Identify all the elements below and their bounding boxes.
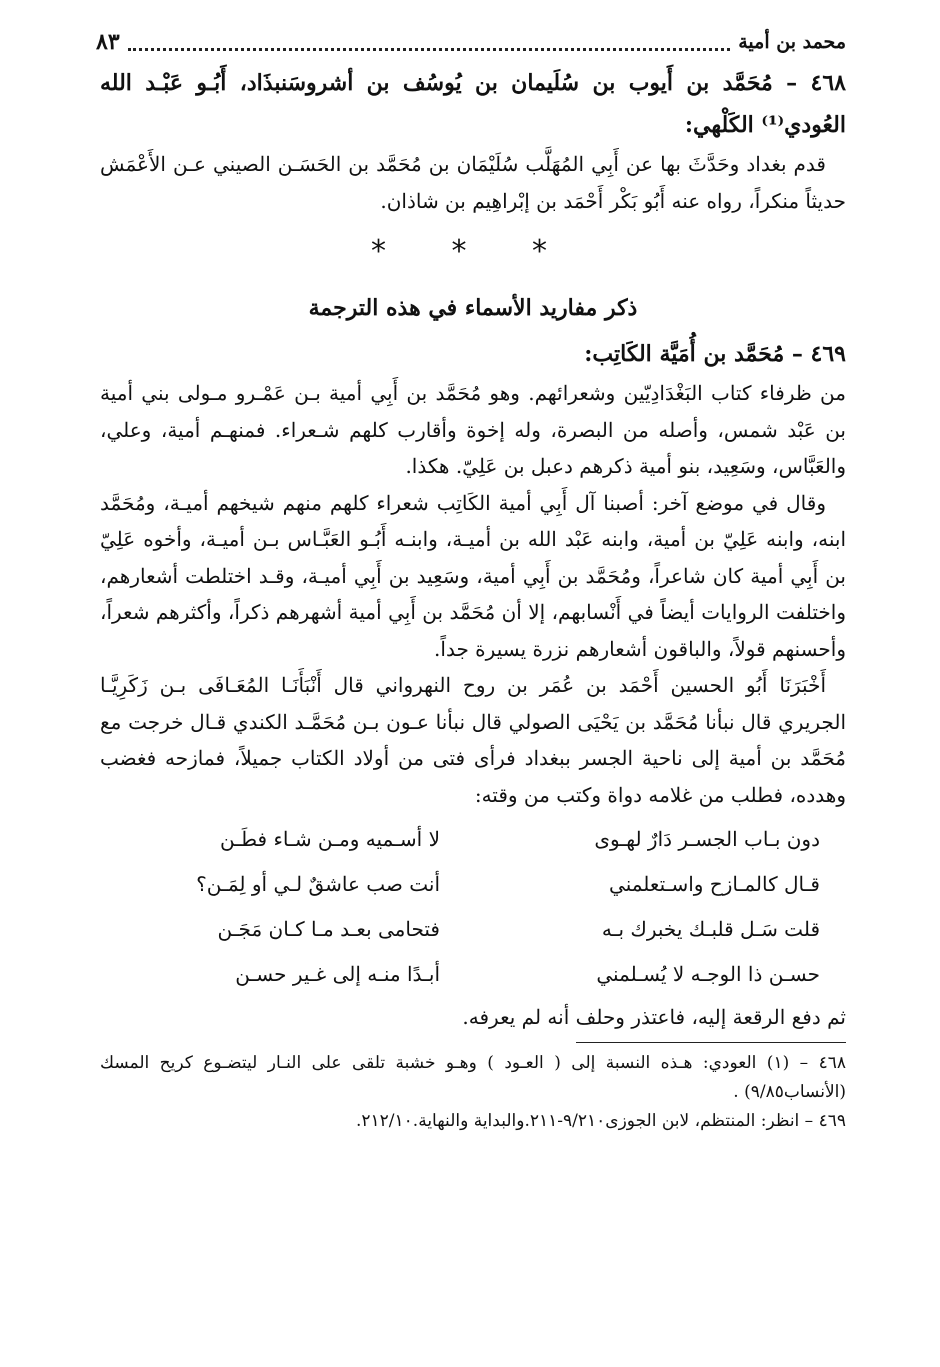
footnote-divider [576,1042,846,1043]
entry-469-paragraph-2: وقال في موضع آخر: أصبنا آل أَبِي أمية الكَاتِب شعراء كلهم منهم شيخهم أميـة، ومُحَمَّد ابنه، وابنه عَلِيّ بن أمية، وابنه عَبْد الله بن أميـة، وابنـه أَبُـو العَبَّـاس بـن أميـة، وأخوه عَلِيّ بن أَبِي أمية كان شاعراً، ومُحَمَّد بن أَبِي أمية، وسَعِيد بن أَبِي أميـة، وقـد اختلطت أشعارهم، واختلفت الروايات أيضاً في أَنْسابهم، إلا أن مُحَمَّد بن أَبِي أمية أشهرهم ذكراً، وأكثرهم شعراً، وأحسنهم قولاً، والباقون أشعارهم نزرة يسيرة جداً. [100,490,846,661]
poem-verse [100,817,846,862]
verse-second-hemistich: لا أسـميه ومـن شـاء فطَـن [220,827,440,851]
running-header [96,24,846,60]
verse-second-hemistich: فتحامى بعـد مـا كـان مَجَـن [217,917,440,941]
entry-469-title: ٤٦٩ – مُحَمَّد بن أُمَيَّة الكَاتِب: [584,341,846,367]
footnote-468: ٤٦٨ – (١) العودي: هـذه النسبة إلى ( العـود ) وهـو خشبة تلقى على النـار ليتضـوع كريح المسك (الأنساب٩/٨٥) . [100,1052,846,1102]
verse-first-hemistich: حسـن ذا الوجـه لا يُسـلمني [596,962,820,986]
verse-first-hemistich: قـال كالمـازح واسـتعلمني [609,872,820,896]
verse-second-hemistich: أنت صب عاشقٌ لـي أو لِمَـن؟ [196,872,440,896]
page-number: ٨٣ [96,29,120,55]
entry-469-paragraph-1: من ظرفاء كتاب البَغْدَادِيّين وشعرائهم. وهو مُحَمَّد بن أَبِي أمية بـن عَمْـرو مـولى بني أمية بن عَبْد شمس، وأصله من البصرة، وله إخوة وأقارب كلهم شـعراء. فمنهـم أمية، وعلي، والعَبَّاس، وسَعِيد، بنو أمية ذكرهم دعبل بن عَلِيّ. هكذا. [100,381,846,478]
poem [100,817,846,997]
footnote-469: ٤٦٩ – انظر: المنتظم، لابن الجوزى٩/٢١٠-٢١١.والبداية والنهاية.٢١٢/١٠. [356,1110,846,1131]
header-title: محمد بن أمية [738,31,846,53]
verse-first-hemistich: دون بـاب الجسـر دَارٌ لهـوى [594,827,820,851]
header-dot-leader [128,34,731,51]
page-body [100,62,846,1136]
entry-468-title: ٤٦٨ – مُحَمَّد بن أَيوب بن سُلَيمان بن يُوسُف بن أشروسَنبذَاد، أَبُـو عَبْـد الله العُودي⁽¹⁾ الكَلْهي: [100,70,846,138]
poem-verse [100,952,846,997]
footnotes [100,1049,846,1136]
section-separator: * * * [370,234,576,269]
verse-first-hemistich: قلت سَـل قلبـك يخبرك بـه [601,917,820,941]
poem-verse [100,862,846,907]
poem-verse [100,907,846,952]
entry-468-body: قدم بغداد وحَدَّثَ بها عن أَبِي المُهَلَّب سُلَيْمَان بن مُحَمَّد بن الحَسَـن الصيني عـن الأَعْمَش حديثاً منكراً، رواه عنه أَبُو بَكْر أَحْمَد بن إبْراهِيم بن شاذان. [100,152,846,213]
entry-469-closing: ثم دفع الرقعة إليه، فاعتذر وحلف أنه لم يعرفه. [462,1005,846,1029]
verse-second-hemistich: أبـدًا منـه إلى غـير حسـن [235,962,440,986]
entry-469-paragraph-3: أَخْبَرَنَا أَبُو الحسين أَحْمَد بن عُمَر بن روح النهرواني قال أَنْبَأَنَـا المُعَـافَى بـن زَكَرِيَّـا الجريري قال نبأنا مُحَمَّد بن يَحْيَى الصولي قال نبأنا عـون بـن مُحَمَّـد الكندي قـال خرجت مع مُحَمَّد بن أمية إلى ناحية الجسر ببغداد فرأى فتى من أولاد الكتاب جميلاً، فمازحه فغضب وهدده، فطلب من غلامه دواة وكتب من وقته: [100,673,846,807]
section-heading: ذكر مفاريد الأسماء في هذه الترجمة [308,295,638,321]
